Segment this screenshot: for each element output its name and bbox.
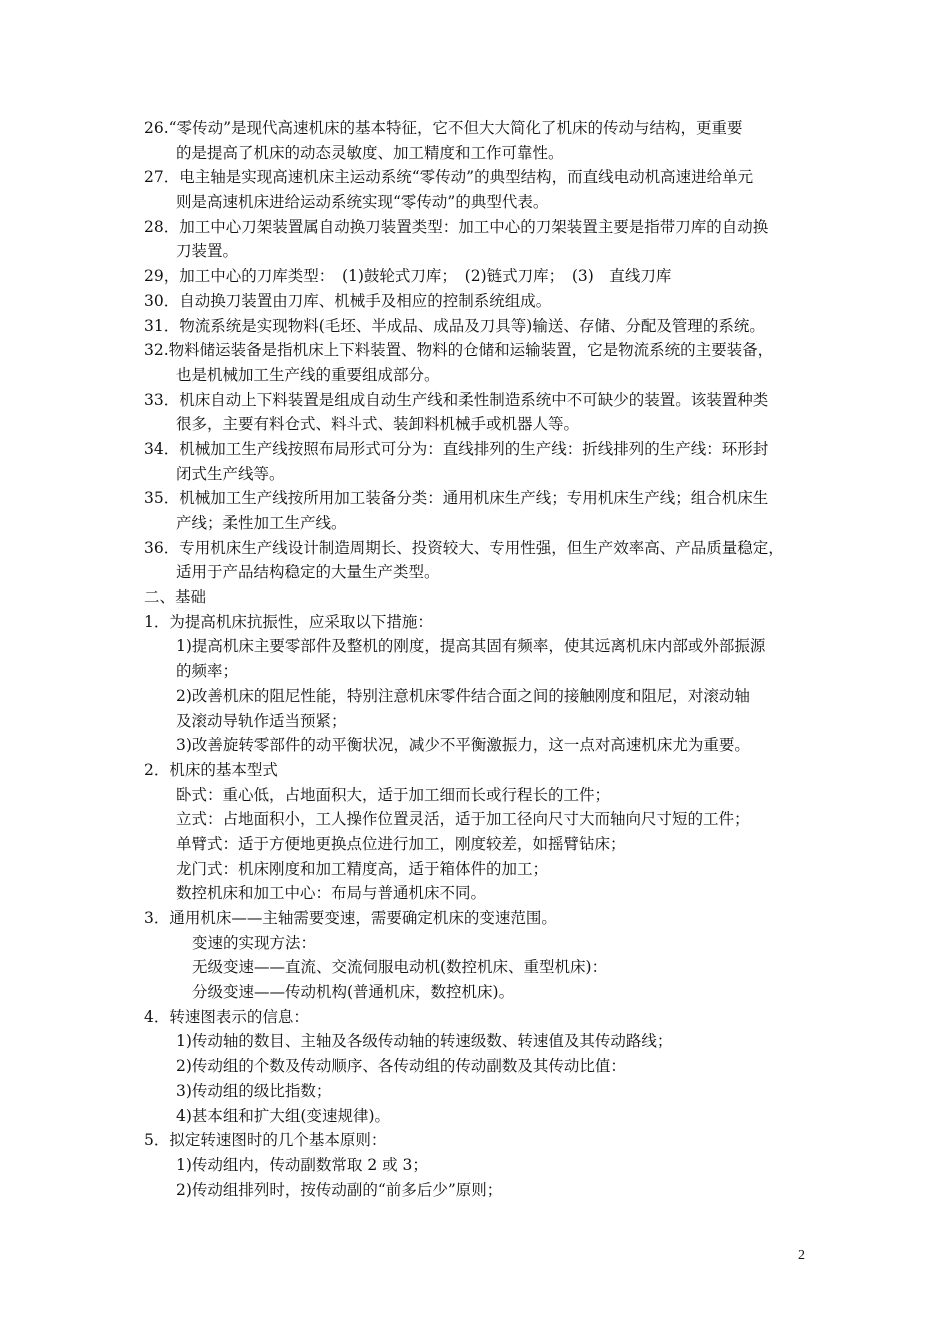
text-line: 1)传动组内，传动副数常取 2 或 3；	[176, 1155, 428, 1174]
text-line: 2)改善机床的阻尼性能，特别注意机床零件结合面之间的接触刚度和阻尼，对滚动轴	[176, 686, 750, 705]
text-line: 卧式：重心低，占地面积大，适于加工细而长或行程长的工件；	[176, 785, 611, 804]
text-line: 刀装置。	[176, 242, 239, 261]
text-line: 4)甚本组和扩大组(变速规律)。	[176, 1106, 391, 1125]
text-line: 数控机床和加工中心：布局与普通机床不同。	[176, 884, 487, 903]
text-line: 闭式生产线等。	[176, 464, 285, 483]
text-line: 则是高速机床进给运动系统实现“零传动”的典型代表。	[176, 193, 549, 212]
text-line: 1)提高机床主要零部件及整机的刚度，提高其固有频率，使其远离机床内部或外部振源	[176, 637, 766, 656]
text-line: 立式：占地面积小，工人操作位置灵活，适于加工径向尺寸大而轴向尺寸短的工件；	[176, 810, 750, 829]
text-line: 的频率；	[176, 662, 239, 681]
text-line: 5．拟定转速图时的几个基本原则：	[144, 1131, 387, 1150]
text-line: 34．机械加工生产线按照布局形式可分为：直线排列的生产线：折线排列的生产线：环形封	[144, 439, 769, 458]
text-line: 2)传动组的个数及传动顺序、各传动组的传动副数及其传动比值：	[176, 1057, 626, 1076]
text-line: 3)改善旋转零部件的动平衡状况，减少不平衡激振力，这一点对高速机床尤为重要。	[176, 736, 750, 755]
text-line: 29，加工中心的刀库类型： (1)鼓轮式刀库； (2)链式刀库； (3) 直线刀库	[144, 267, 672, 286]
text-line: 26.“零传动”是现代高速机床的基本特征，它不但大大简化了机床的传动与结构，更重要	[144, 119, 743, 137]
text-line: 2．机床的基本型式	[144, 760, 278, 779]
text-line: 龙门式：机床刚度和加工精度高，适于箱体件的加工；	[176, 859, 549, 878]
text-line: 31．物流系统是实现物料(毛坯、半成品、成品及刀具等)输送、存储、分配及管理的系统。	[144, 316, 765, 335]
text-line: 36．专用机床生产线设计制造周期长、投资较大、专用性强，但生产效率高、产品质量稳定，	[144, 538, 784, 557]
text-line: 单臂式：适于方便地更换点位进行加工，刚度较差，如摇臂钻床；	[176, 834, 626, 853]
text-line: 3)传动组的级比指数；	[176, 1081, 332, 1100]
text-line: 也是机械加工生产线的重要组成部分。	[176, 365, 440, 384]
text-line: 无级变速——直流、交流伺服电动机(数控机床、重型机床)：	[192, 958, 608, 977]
text-line: 产线；柔性加工生产线。	[176, 514, 347, 532]
text-line: 及滚动导轨作适当预紧；	[176, 711, 347, 730]
text-line: 1)传动轴的数目、主轴及各级传动轴的转速级数、转速值及其传动路线；	[176, 1032, 673, 1051]
text-line: 变速的实现方法：	[192, 933, 317, 952]
text-line: 30．自动换刀装置由刀库、机械手及相应的控制系统组成。	[144, 291, 552, 310]
text-line: 32.物料储运装备是指机床上下料装置、物料的仓储和运输装置，它是物流系统的主要装备，	[144, 341, 774, 360]
text-line: 二、基础	[144, 588, 207, 607]
text-line: 27．电主轴是实现高速机床主运动系统“零传动”的典型结构，而直线电动机高速进给单元	[144, 168, 754, 187]
page-number: 2	[798, 1248, 805, 1263]
text-line: 35．机械加工生产线按所用加工装备分类：通用机床生产线；专用机床生产线；组合机床生	[144, 489, 769, 508]
text-line: 1．为提高机床抗振性，应采取以下措施：	[144, 612, 433, 631]
text-line: 的是提高了机床的动态灵敏度、加工精度和工作可靠性。	[176, 143, 564, 162]
text-line: 适用于产品结构稳定的大量生产类型。	[176, 563, 440, 582]
text-line: 4．转速图表示的信息：	[144, 1007, 309, 1026]
text-line: 3．通用机床——主轴需要变速，需要确定机床的变速范围。	[144, 909, 557, 927]
text-line: 很多，主要有料仓式、料斗式、装卸料机械手或机器人等。	[176, 415, 580, 434]
text-line: 分级变速——传动机构(普通机床，数控机床)。	[192, 983, 515, 1002]
text-line: 2)传动组排列时，按传动副的“前多后少”原则；	[176, 1180, 503, 1199]
text-line: 28．加工中心刀架装置属自动换刀装置类型：加工中心的刀架装置主要是指带刀库的自动换	[144, 217, 769, 236]
document-body	[144, 116, 814, 1202]
text-line: 33．机床自动上下料装置是组成自动生产线和柔性制造系统中不可缺少的装置。该装置种类	[144, 390, 769, 409]
